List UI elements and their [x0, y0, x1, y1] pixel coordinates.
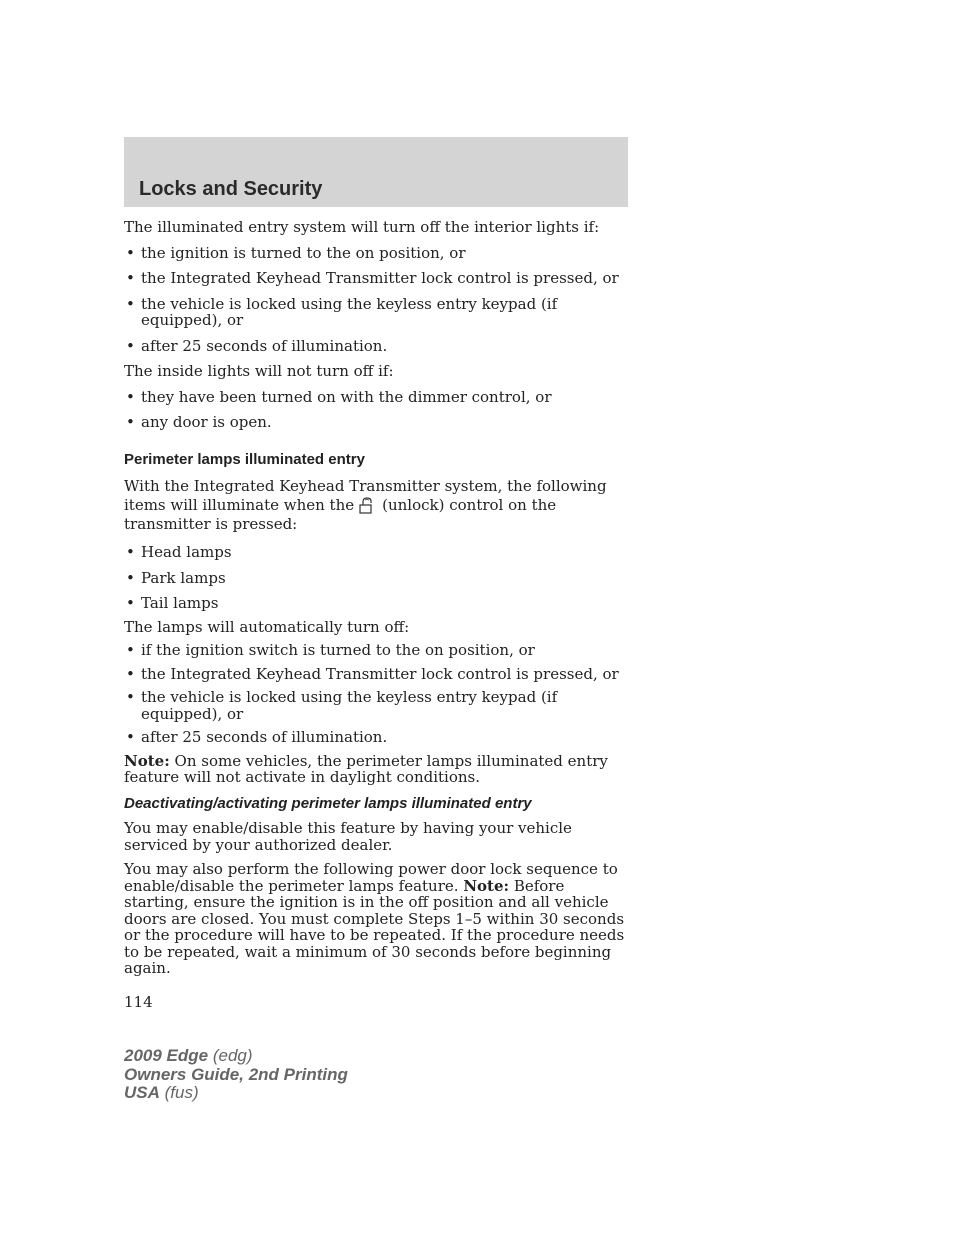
list-item: • after 25 seconds of illumination. [124, 729, 630, 746]
page-number: 114 [124, 992, 153, 1011]
list-item: • Tail lamps [124, 595, 630, 612]
deactivating-paragraph-2: You may also perform the following power door lock sequence to enable/disable the perimeter lamps feature. Note: Before starting, ensure the ignition is in the off position and all vehicle doors are closed. You must complete Steps 1–5 within 30 seconds or the procedure will have to be repeated. If the procedure needs to be repeated, wait a minimum of 30 seconds before beginning again. [124, 860, 625, 977]
perimeter-lamps-list [124, 544, 630, 612]
footer-line-region: USA (fus) [124, 1083, 199, 1102]
list-item: • the Integrated Keyhead Transmitter lock control is pressed, or [124, 666, 630, 683]
perimeter-intro-text: With the Integrated Keyhead Transmitter system, the following items will illuminate when the (unlock) control on the transmitter is pressed: [124, 477, 607, 533]
deactivating-heading: Deactivating/activating perimeter lamps illuminated entry [124, 794, 532, 812]
perimeter-heading: Perimeter lamps illuminated entry [124, 450, 365, 468]
perimeter-note: Note: On some vehicles, the perimeter lamps illuminated entry feature will not activate in daylight conditions. [124, 751, 608, 786]
list-item: • Head lamps [124, 544, 630, 561]
footer-line-model: 2009 Edge (edg) [124, 1046, 253, 1065]
auto-off-bullet-list [124, 642, 630, 746]
auto-off-text: The lamps will automatically turn off: [124, 617, 410, 636]
deactivating-paragraph-1: You may enable/disable this feature by having your vehicle serviced by your authorized dealer. [124, 819, 572, 854]
section-header-band [124, 137, 628, 207]
unlock-icon [358, 496, 376, 514]
document-footer [124, 1047, 348, 1103]
list-item: • the vehicle is locked using the keyless entry keypad (if equipped), or [124, 296, 630, 329]
list-item: • they have been turned on with the dimmer control, or [124, 389, 630, 406]
footer-line-guide: Owners Guide, 2nd Printing [124, 1064, 348, 1084]
list-item: • the Integrated Keyhead Transmitter lock control is pressed, or [124, 270, 630, 287]
intro-bullet-list [124, 245, 630, 355]
list-item: • the vehicle is locked using the keyless entry keypad (if equipped), or [124, 689, 630, 722]
page-content [124, 219, 630, 1010]
list-item: • if the ignition switch is turned to the on position, or [124, 642, 630, 659]
list-item: • any door is open. [124, 414, 630, 431]
section-title: Locks and Security [139, 178, 323, 200]
inside-lights-text: The inside lights will not turn off if: [124, 362, 394, 380]
list-item: • after 25 seconds of illumination. [124, 338, 630, 355]
note-label: Note: [124, 751, 170, 770]
list-item: • the ignition is turned to the on position, or [124, 245, 630, 262]
list-item: • Park lamps [124, 570, 630, 587]
inside-bullet-list [124, 389, 630, 431]
note-label: Note: [463, 876, 510, 895]
intro-text: The illuminated entry system will turn off the interior lights if: [124, 218, 600, 236]
